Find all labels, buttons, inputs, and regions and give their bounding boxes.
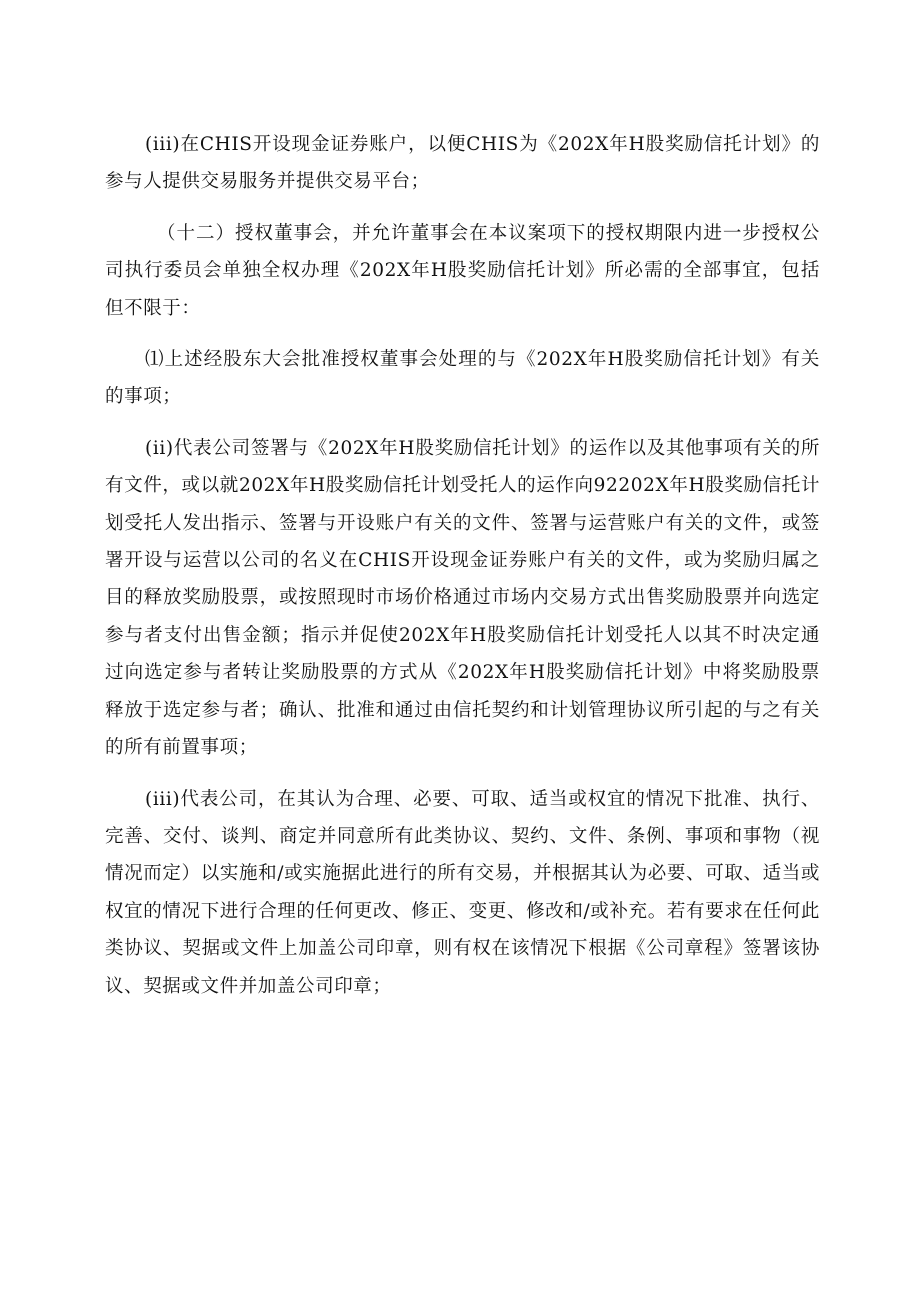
paragraph-item-iii: (iii)代表公司，在其认为合理、必要、可取、适当或权宜的情况下批准、执行、完善、交付、谈判、商定并同意所有此类协议、契约、文件、条例、事项和事物（视情况而定）以实施和/或实施据此进行的所有交易，并根据其认为必要、可取、适当或权宜的情况下进行合理的任何更改、修正、变更、修改和/或补充。若有要求在任何此类协议、契据或文件上加盖公司印章，则有权在该情况下根据《公司章程》签署该协议、契据或文件并加盖公司印章； [105, 788, 820, 997]
document-body [105, 126, 820, 1019]
paragraph-cash-account: (iii)在CHIS开设现金证券账户，以便CHIS为《202X年H股奖励信托计划》的参与人提供交易服务并提供交易平台； [105, 134, 820, 193]
paragraph-item-i: ⑴上述经股东大会批准授权董事会处理的与《202X年H股奖励信托计划》有关的事项； [105, 349, 820, 408]
paragraph-board-authorization: （十二）授权董事会，并允许董事会在本议案项下的授权期限内进一步授权公司执行委员会单独全权办理《202X年H股奖励信托计划》所必需的全部事宜，包括但不限于： [105, 222, 820, 319]
paragraph-item-ii: (ii)代表公司签署与《202X年H股奖励信托计划》的运作以及其他事项有关的所有文件，或以就202X年H股奖励信托计划受托人的运作向92202X年H股奖励信托计划受托人发出指示、签署与开设账户有关的文件、签署与运营账户有关的文件，或签署开设与运营以公司的名义在CHIS开设现金证券账户有关的文件，或为奖励归属之目的释放奖励股票，或按照现时市场价格通过市场内交易方式出售奖励股票并向选定参与者支付出售金额；指示并促使202X年H股奖励信托计划受托人以其不时决定通过向选定参与者转让奖励股票的方式从《202X年H股奖励信托计划》中将奖励股票释放于选定参与者；确认、批准和通过由信托契约和计划管理协议所引起的与之有关的所有前置事项； [105, 437, 820, 759]
